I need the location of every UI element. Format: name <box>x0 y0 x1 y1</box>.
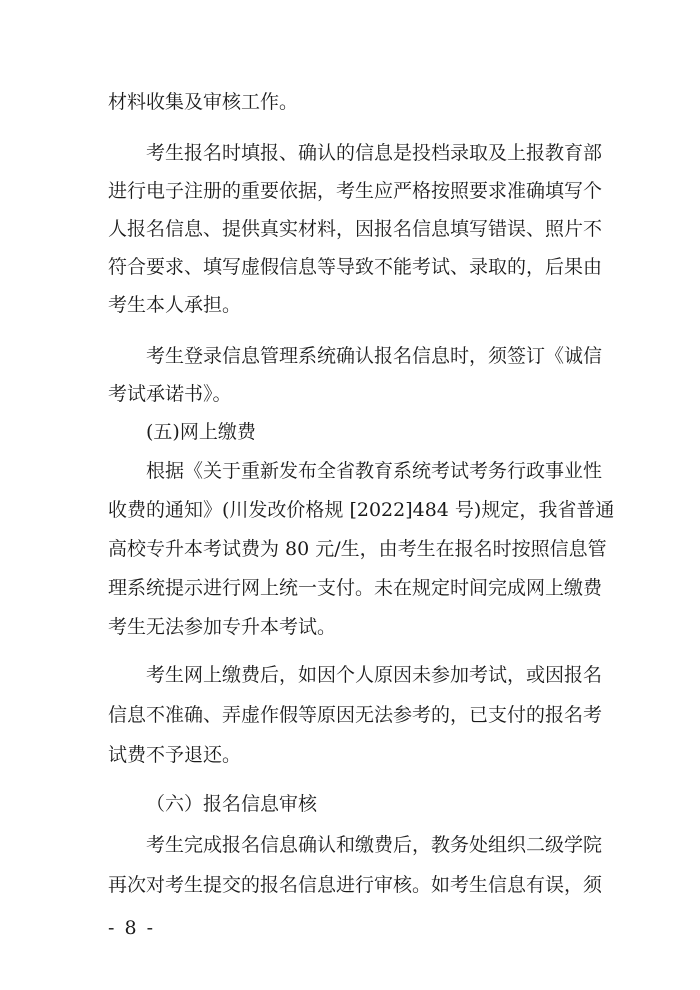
paragraph-first-line: 考生网上缴费后，如因个人原因未参加考试，或因报名 <box>146 664 603 686</box>
section-heading: (五)网上缴费 <box>146 421 256 443</box>
text-line: 再次对考生提交的报名信息进行审核。如考生信息有误，须 <box>108 874 603 896</box>
text-line: 进行电子注册的重要依据，考生应严格按照要求准确填写个 <box>108 180 603 202</box>
text-line: 试费不予退还。 <box>108 744 242 766</box>
text-line: 信息不准确、弄虚作假等原因无法参考的，已支付的报名考 <box>108 704 603 726</box>
text-line: 人报名信息、提供真实材料，因报名信息填写错误、照片不 <box>108 218 603 240</box>
text-line: 考生本人承担。 <box>108 294 242 316</box>
text-line: 收费的通知》(川发改价格规 [2022]484 号)规定，我省普通 <box>108 499 615 521</box>
text-line: 符合要求、填写虚假信息等导致不能考试、录取的，后果由 <box>108 256 603 278</box>
page-number: - 8 - <box>108 917 156 939</box>
text-line: 考试承诺书》。 <box>108 383 232 405</box>
paragraph-first-line: 考生报名时填报、确认的信息是投档录取及上报教育部 <box>146 142 603 164</box>
section-heading: （六）报名信息审核 <box>146 793 318 815</box>
paragraph-first-line: 考生登录信息管理系统确认报名信息时，须签订《诚信 <box>146 345 603 367</box>
text-line: 考生无法参加专升本考试。 <box>108 616 337 638</box>
text-line: 材料收集及审核工作。 <box>108 91 299 113</box>
paragraph-first-line: 考生完成报名信息确认和缴费后，教务处组织二级学院 <box>146 834 603 856</box>
text-line: 高校专升本考试费为 80 元/生，由考生在报名时按照信息管 <box>108 538 607 560</box>
text-line: 理系统提示进行网上统一支付。未在规定时间完成网上缴费 <box>108 577 603 599</box>
paragraph-first-line: 根据《关于重新发布全省教育系统考试考务行政事业性 <box>146 460 603 482</box>
